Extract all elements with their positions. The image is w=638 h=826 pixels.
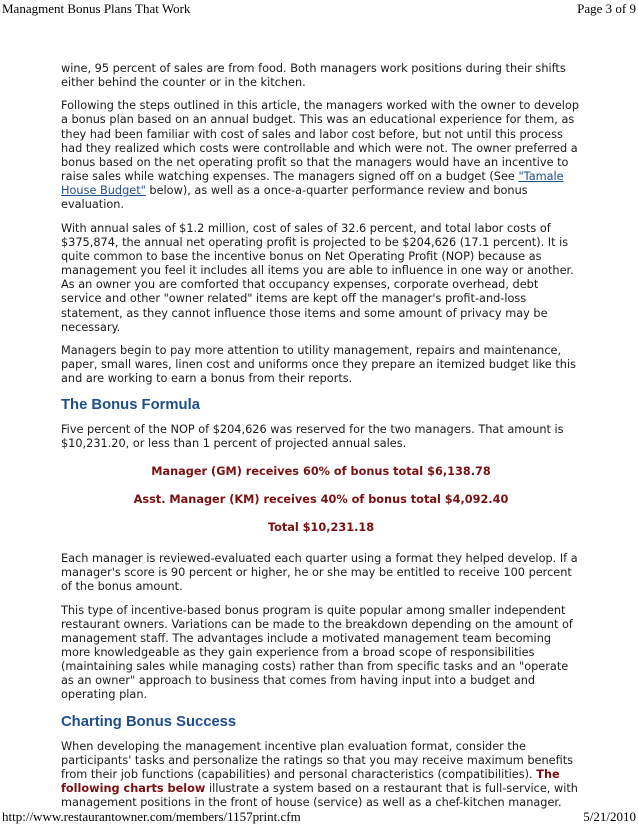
paragraph — [61, 740, 581, 811]
emphasized-text: The following charts below — [61, 767, 560, 796]
tamale-house-budget-link[interactable]: "Tamale House Budget" — [61, 170, 564, 198]
paragraph: This type of incentive-based bonus program is quite popular among smaller independent restaurant owners. Variations can be made to the breakdown depending on the amount of management staff. The advantages include a motivated management team becoming more knowledgeable as they gain experience from a broad scope of responsibilities (maintaining sales while managing costs) rather than from specific tasks and an "operate as an owner" approach to business that comes from having input into a budget and operating plan. — [61, 603, 573, 702]
paragraph: Managers begin to pay more attention to utility management, repairs and maintenance, paper, small wares, linen cost and uniforms once they prepare an itemized budget like this and are working to earn a bonus from their reports. — [61, 343, 576, 386]
bonus-total-line: Total $10,231.18 — [267, 520, 375, 534]
paragraph-text: below), as well as a once-a-quarter performance review and bonus evaluation. — [61, 184, 528, 212]
paragraph-text: When developing the management incentive plan evaluation format, consider the participants' tasks and personalize the ratings so that you may receive maximum benefits from their job functions (capabilities) and personal characteristics (compatibilities). — [61, 739, 574, 781]
km-bonus-line: Asst. Manager (KM) receives 40% of bonus total $4,092.40 — [133, 492, 509, 506]
heading-bonus-formula: The Bonus Formula — [61, 397, 200, 414]
paragraph: Five percent of the NOP of $204,626 was reserved for the two managers. That amount is $10,231.20, or less than 1 percent of projected annual sales. — [61, 423, 564, 451]
paragraph: With annual sales of $1.2 million, cost of sales of 32.6 percent, and total labor costs of $375,874, the annual net operating profit is projected to be $204,626 (17.1 percent). It is quite common to base the incentive bonus on Net Operating Profit (NOP) because as management you feel it includes all items you are able to influence in one way or another. As an owner you are comforted that occupancy expenses, corporate overhead, debt service and other "owner related" items are kept off the manager's profit-and-loss statement, as they cannot influence those items and some amount of privacy may be necessary. — [61, 221, 574, 334]
footer-date: 5/21/2010 — [583, 809, 636, 824]
paragraph — [61, 99, 581, 212]
paragraph: wine, 95 percent of sales are from food. Both managers work positions during their shifts either behind the counter or in the kitchen. — [61, 62, 566, 90]
header-page-number: Page 3 of 9 — [577, 1, 636, 16]
paragraph-text: Following the steps outlined in this article, the managers worked with the owner to develop a bonus plan based on an annual budget. This was an educational experience for them, as they had been familiar with cost of sales and labor cost before, but not until this process had they realized which costs were controllable and which were not. The owner preferred a bonus based on the net operating profit so that the managers would have an incentive to raise sales while watching expenses. The managers signed off on a budget (See — [61, 99, 580, 184]
header-title: Managment Bonus Plans That Work — [2, 1, 191, 16]
footer-url: http://www.restaurantowner.com/members/1157print.cfm — [2, 809, 301, 824]
heading-charting-bonus-success: Charting Bonus Success — [61, 713, 237, 730]
gm-bonus-line: Manager (GM) receives 60% of bonus total $6,138.78 — [151, 464, 491, 478]
paragraph-text: illustrate a system based on a restaurant that is full-service, with management positions in the front of house (service) as well as a chef-kitchen manager. — [61, 782, 578, 810]
article-body — [61, 62, 581, 819]
paragraph: Each manager is reviewed-evaluated each quarter using a format they helped develop. If a manager's score is 90 percent or higher, he or she may be entitled to receive 100 percent of the bonus amount. — [61, 552, 578, 594]
